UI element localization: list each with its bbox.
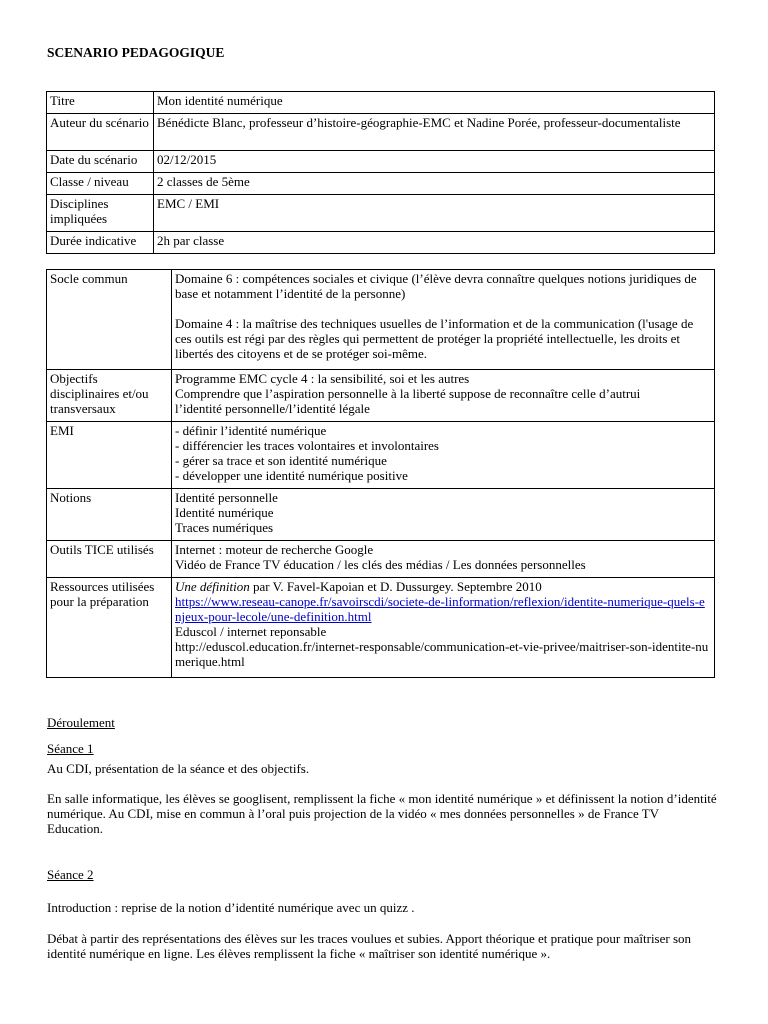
table-row	[47, 92, 715, 114]
info-label: Date du scénario	[47, 151, 154, 173]
info-label: Disciplines impliquées	[47, 195, 154, 232]
objectifs-line: Comprendre que l’aspiration personnelle à la liberté suppose de reconnaître celle d’autrui	[175, 386, 641, 401]
table-row	[47, 370, 715, 422]
info-value: 2 classes de 5ème	[154, 173, 715, 195]
socle-value	[172, 270, 715, 370]
seance-1-body: En salle informatique, les élèves se googlisent, remplissent la fiche « mon identité numérique » et définissent la notion d’identité numérique. Au CDI, mise en commun à l’oral puis projection de la vidéo « mes données personnelles » de France TV Education.	[47, 791, 717, 836]
ressources-label: Ressources utilisées pour la préparation	[47, 578, 172, 678]
table-row	[47, 270, 715, 370]
emi-line: - développer une identité numérique positive	[175, 468, 408, 483]
seance-2-body: Débat à partir des représentations des élèves sur les traces voulues et subies. Apport théorique et pratique pour maîtriser son identité numérique en ligne. Les élèves remplissent la fiche « maîtriser son identité numérique ».	[47, 931, 692, 961]
table-row	[47, 195, 715, 232]
table-row	[47, 541, 715, 578]
seance-1-heading: Séance 1	[47, 741, 94, 756]
socle-label: Socle commun	[47, 270, 172, 370]
info-value: Mon identité numérique	[154, 92, 715, 114]
info-value: Bénédicte Blanc, professeur d’histoire-géographie-EMC et Nadine Porée, professeur-documentaliste	[154, 114, 715, 151]
table-row	[47, 489, 715, 541]
outils-line: Vidéo de France TV éducation / les clés des médias / Les données personnelles	[175, 557, 586, 572]
emi-label: EMI	[47, 422, 172, 489]
notions-label: Notions	[47, 489, 172, 541]
seance-2-intro: Introduction : reprise de la notion d’identité numérique avec un quizz .	[47, 900, 415, 915]
seance-2-heading: Séance 2	[47, 867, 94, 882]
table-row	[47, 232, 715, 254]
table-row	[47, 151, 715, 173]
info-label: Classe / niveau	[47, 173, 154, 195]
objectifs-value	[172, 370, 715, 422]
info-value: 2h par classe	[154, 232, 715, 254]
reference-authors: par V. Favel-Kapoian et D. Dussurgey. Septembre 2010	[249, 579, 542, 594]
objectifs-line: l’identité personnelle/l’identité légale	[175, 401, 370, 416]
table-row	[47, 173, 715, 195]
ressources-value	[172, 578, 715, 678]
table-row	[47, 422, 715, 489]
info-label: Titre	[47, 92, 154, 114]
objectifs-line: Programme EMC cycle 4 : la sensibilité, soi et les autres	[175, 371, 470, 386]
canope-link[interactable]: https://www.reseau-canope.fr/savoirscdi/societe-de-linformation/reflexion/identite-numerique-quels-enjeux-pour-lecole/une-definition.html	[175, 594, 705, 624]
info-value: 02/12/2015	[154, 151, 715, 173]
objectifs-label: Objectifs disciplinaires et/ou transversaux	[47, 370, 172, 422]
info-table	[46, 91, 715, 254]
table-row	[47, 114, 715, 151]
eduscol-url: http://eduscol.education.fr/internet-responsable/communication-et-vie-privee/maitriser-son-identite-numerique.html	[175, 639, 709, 669]
outils-line: Internet : moteur de recherche Google	[175, 542, 374, 557]
emi-value	[172, 422, 715, 489]
socle-domaine-4: Domaine 4 : la maîtrise des techniques usuelles de l’information et de la communication (l'usage de ces outils est régi par des règles qui permettent de protéger la propriété intellectuelle, les droits et libertés des citoyens et de se protéger soi-même.	[175, 316, 694, 361]
notions-line: Identité numérique	[175, 505, 274, 520]
seance-1-intro: Au CDI, présentation de la séance et des objectifs.	[47, 761, 310, 776]
emi-line: - différencier les traces volontaires et involontaires	[175, 438, 439, 453]
info-value: EMC / EMI	[154, 195, 715, 232]
details-table	[46, 269, 715, 678]
eduscol-title: Eduscol / internet reponsable	[175, 624, 327, 639]
table-row	[47, 578, 715, 678]
outils-value	[172, 541, 715, 578]
outils-label: Outils TICE utilisés	[47, 541, 172, 578]
notions-line: Traces numériques	[175, 520, 274, 535]
socle-domaine-6: Domaine 6 : compétences sociales et civique (l’élève devra connaître quelques notions juridiques de base et notamment l’identité de la personne)	[175, 271, 697, 301]
document-title: SCENARIO PEDAGOGIQUE	[47, 45, 225, 60]
deroulement-heading: Déroulement	[47, 715, 115, 730]
ressources-reference	[175, 579, 711, 594]
emi-line: - définir l’identité numérique	[175, 423, 327, 438]
notions-line: Identité personnelle	[175, 490, 278, 505]
info-label: Auteur du scénario	[47, 114, 154, 151]
reference-title: Une définition	[175, 579, 250, 594]
info-label: Durée indicative	[47, 232, 154, 254]
emi-line: - gérer sa trace et son identité numérique	[175, 453, 387, 468]
notions-value	[172, 489, 715, 541]
